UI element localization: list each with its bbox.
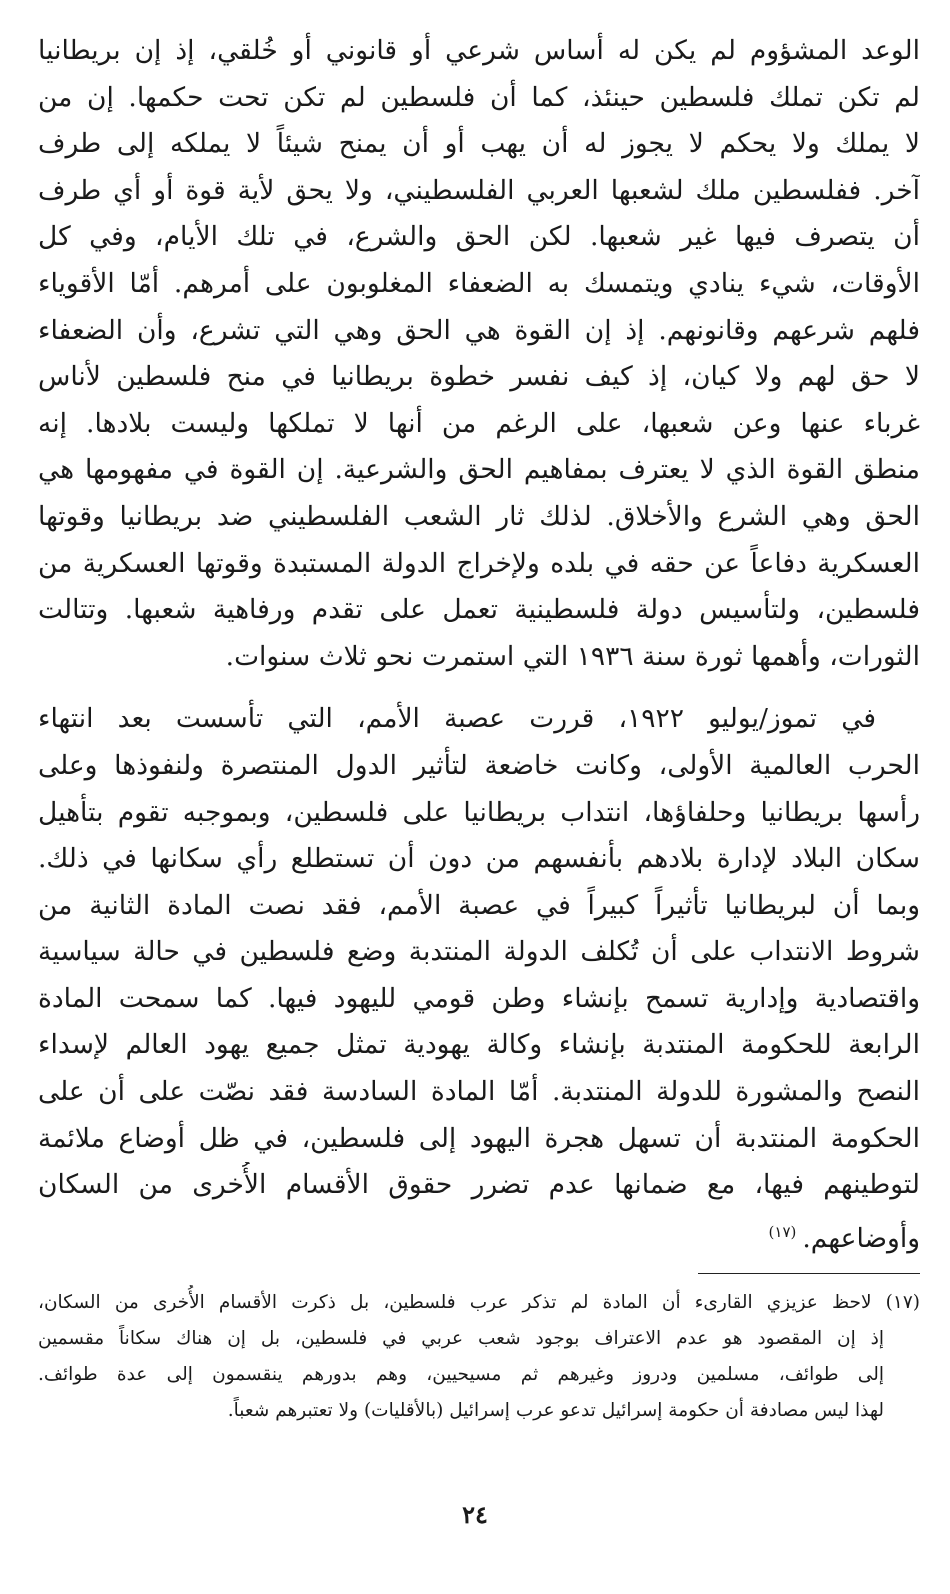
paragraph-1 xyxy=(38,28,920,680)
text-line: رأسها بريطانيا وحلفاؤها، انتداب بريطانيا على فلسطين، وبموجبه تقوم بتأهيل xyxy=(38,796,920,828)
text-line: الأوقات، شيء ينادي ويتمسك به الضعفاء المغلوبون على أمرهم. أمّا الأقوياء xyxy=(38,267,920,299)
text-line: لا يملك ولا يحكم لا يجوز له أن يهب أو أن يمنح شيئاً لا يملكه إلى طرف xyxy=(38,128,920,160)
footnote-line: إلى طوائف، مسلمين ودروز وغيرهم ثم مسيحيين، وهم بدورهم ينقسمون إلى عدة طوائف. xyxy=(38,1364,884,1385)
text-line: الحكومة المنتدبة أن تسهل هجرة اليهود إلى فلسطين، في ظل أوضاع ملائمة xyxy=(38,1122,920,1154)
footnote-reference[interactable]: (١٧) xyxy=(768,1222,797,1241)
paragraph-2 xyxy=(38,696,920,1255)
line-text: وأوضاعهم. xyxy=(802,1222,920,1254)
text-line: وبما أن لبريطانيا تأثيراً كبيراً في عصبة الأمم، فقد نصت المادة الثانية من xyxy=(38,889,920,921)
text-line: الحرب العالمية الأولى، وكانت خاضعة لتأثير الدول المنتصرة ولنفوذها وعلى xyxy=(38,749,920,781)
text-line: أن يتصرف فيها غير شعبها. لكن الحق والشرع، في تلك الأيام، وفي كل xyxy=(38,221,920,253)
footnote-17 xyxy=(38,1285,920,1429)
text-line: في تموز/يوليو ١٩٢٢، قررت عصبة الأمم، التي تأسست بعد انتهاء xyxy=(38,703,876,735)
text-line: سكان البلاد لإدارة بلادهم بأنفسهم من دون أن تستطلع رأي سكانها في ذلك. xyxy=(38,843,920,875)
footnote-separator xyxy=(698,1273,920,1274)
text-line: النصح والمشورة للدولة المنتدبة. أمّا المادة السادسة فقد نصّت على أن على xyxy=(38,1076,920,1108)
paragraph-gap xyxy=(38,680,920,696)
text-line: لا حق لهم ولا كيان، إذ كيف نفسر خطوة بريطانيا في منح فلسطين لأناس xyxy=(38,361,920,393)
text-line: العسكرية دفاعاً عن حقه في بلده ولإخراج الدولة المستبدة وقوتها العسكرية من xyxy=(38,547,920,579)
text-line: لم تكن تملك فلسطين حينئذ، كما أن فلسطين لم تكن تحت حكمها. إن من xyxy=(38,81,920,113)
text-line: منطق القوة الذي لا يعترف بمفاهيم الحق والشرعية. إن القوة في مفهومها هي xyxy=(38,454,920,486)
text-line: الوعد المشؤوم لم يكن له أساس شرعي أو قانوني أو خُلقي، إذ إن بريطانيا xyxy=(38,35,920,66)
text-line: الثورات، وأهمها ثورة سنة ١٩٣٦ التي استمرت نحو ثلاث سنوات. xyxy=(225,640,920,672)
footnote-line: (١٧) لاحظ عزيزي القارىء أن المادة لم تذكر عرب فلسطين، بل ذكرت الأقسام الأُخرى من السكان، xyxy=(38,1292,920,1313)
footnote-line: إذ إن المقصود هو عدم الاعتراف بوجود شعب عربي في فلسطين، بل إن هناك سكاناً مقسمين xyxy=(38,1328,884,1349)
text-line: الرابعة للحكومة المنتدبة بإنشاء وكالة يهودية تمثل جميع يهود العالم لإسداء xyxy=(38,1029,920,1061)
text-line: لتوطينهم فيها، مع ضمانها عدم تضرر حقوق الأقسام الأُخرى من السكان xyxy=(38,1169,920,1201)
text-line: الحق وهي الشرع والأخلاق. لذلك ثار الشعب الفلسطيني ضد بريطانيا وقوتها xyxy=(38,500,920,532)
text-line: غرباء عنها وعن شعبها، على الرغم من أنها لا تملكها وليست بلادها. إنه xyxy=(38,407,920,439)
text-line: فلهم شرعهم وقانونهم. إذ إن القوة هي الحق وهي التي تشرع، وأن الضعفاء xyxy=(38,314,920,346)
text-line: واقتصادية وإدارية تسمح بإنشاء وطن قومي لليهود فيها. كما سمحت المادة xyxy=(38,982,920,1014)
text-line: فلسطين، ولتأسيس دولة فلسطينية تعمل على تقدم ورفاهية شعبها. وتتالت xyxy=(38,594,920,626)
text-line xyxy=(38,1209,920,1256)
page-number: ٢٤ xyxy=(462,1500,488,1529)
footnote-line: لهذا ليس مصادفة أن حكومة إسرائيل تدعو عرب إسرائيل (بالأقليات) ولا تعتبرهم شعباً. xyxy=(227,1400,884,1421)
text-line: آخر. ففلسطين ملك لشعبها العربي الفلسطيني، ولا يحق لأية قوة أو أي طرف xyxy=(38,174,920,206)
text-line: شروط الانتداب على أن تُكلف الدولة المنتدبة وضع فلسطين في حالة سياسية xyxy=(38,936,920,968)
main-text xyxy=(38,28,920,1255)
